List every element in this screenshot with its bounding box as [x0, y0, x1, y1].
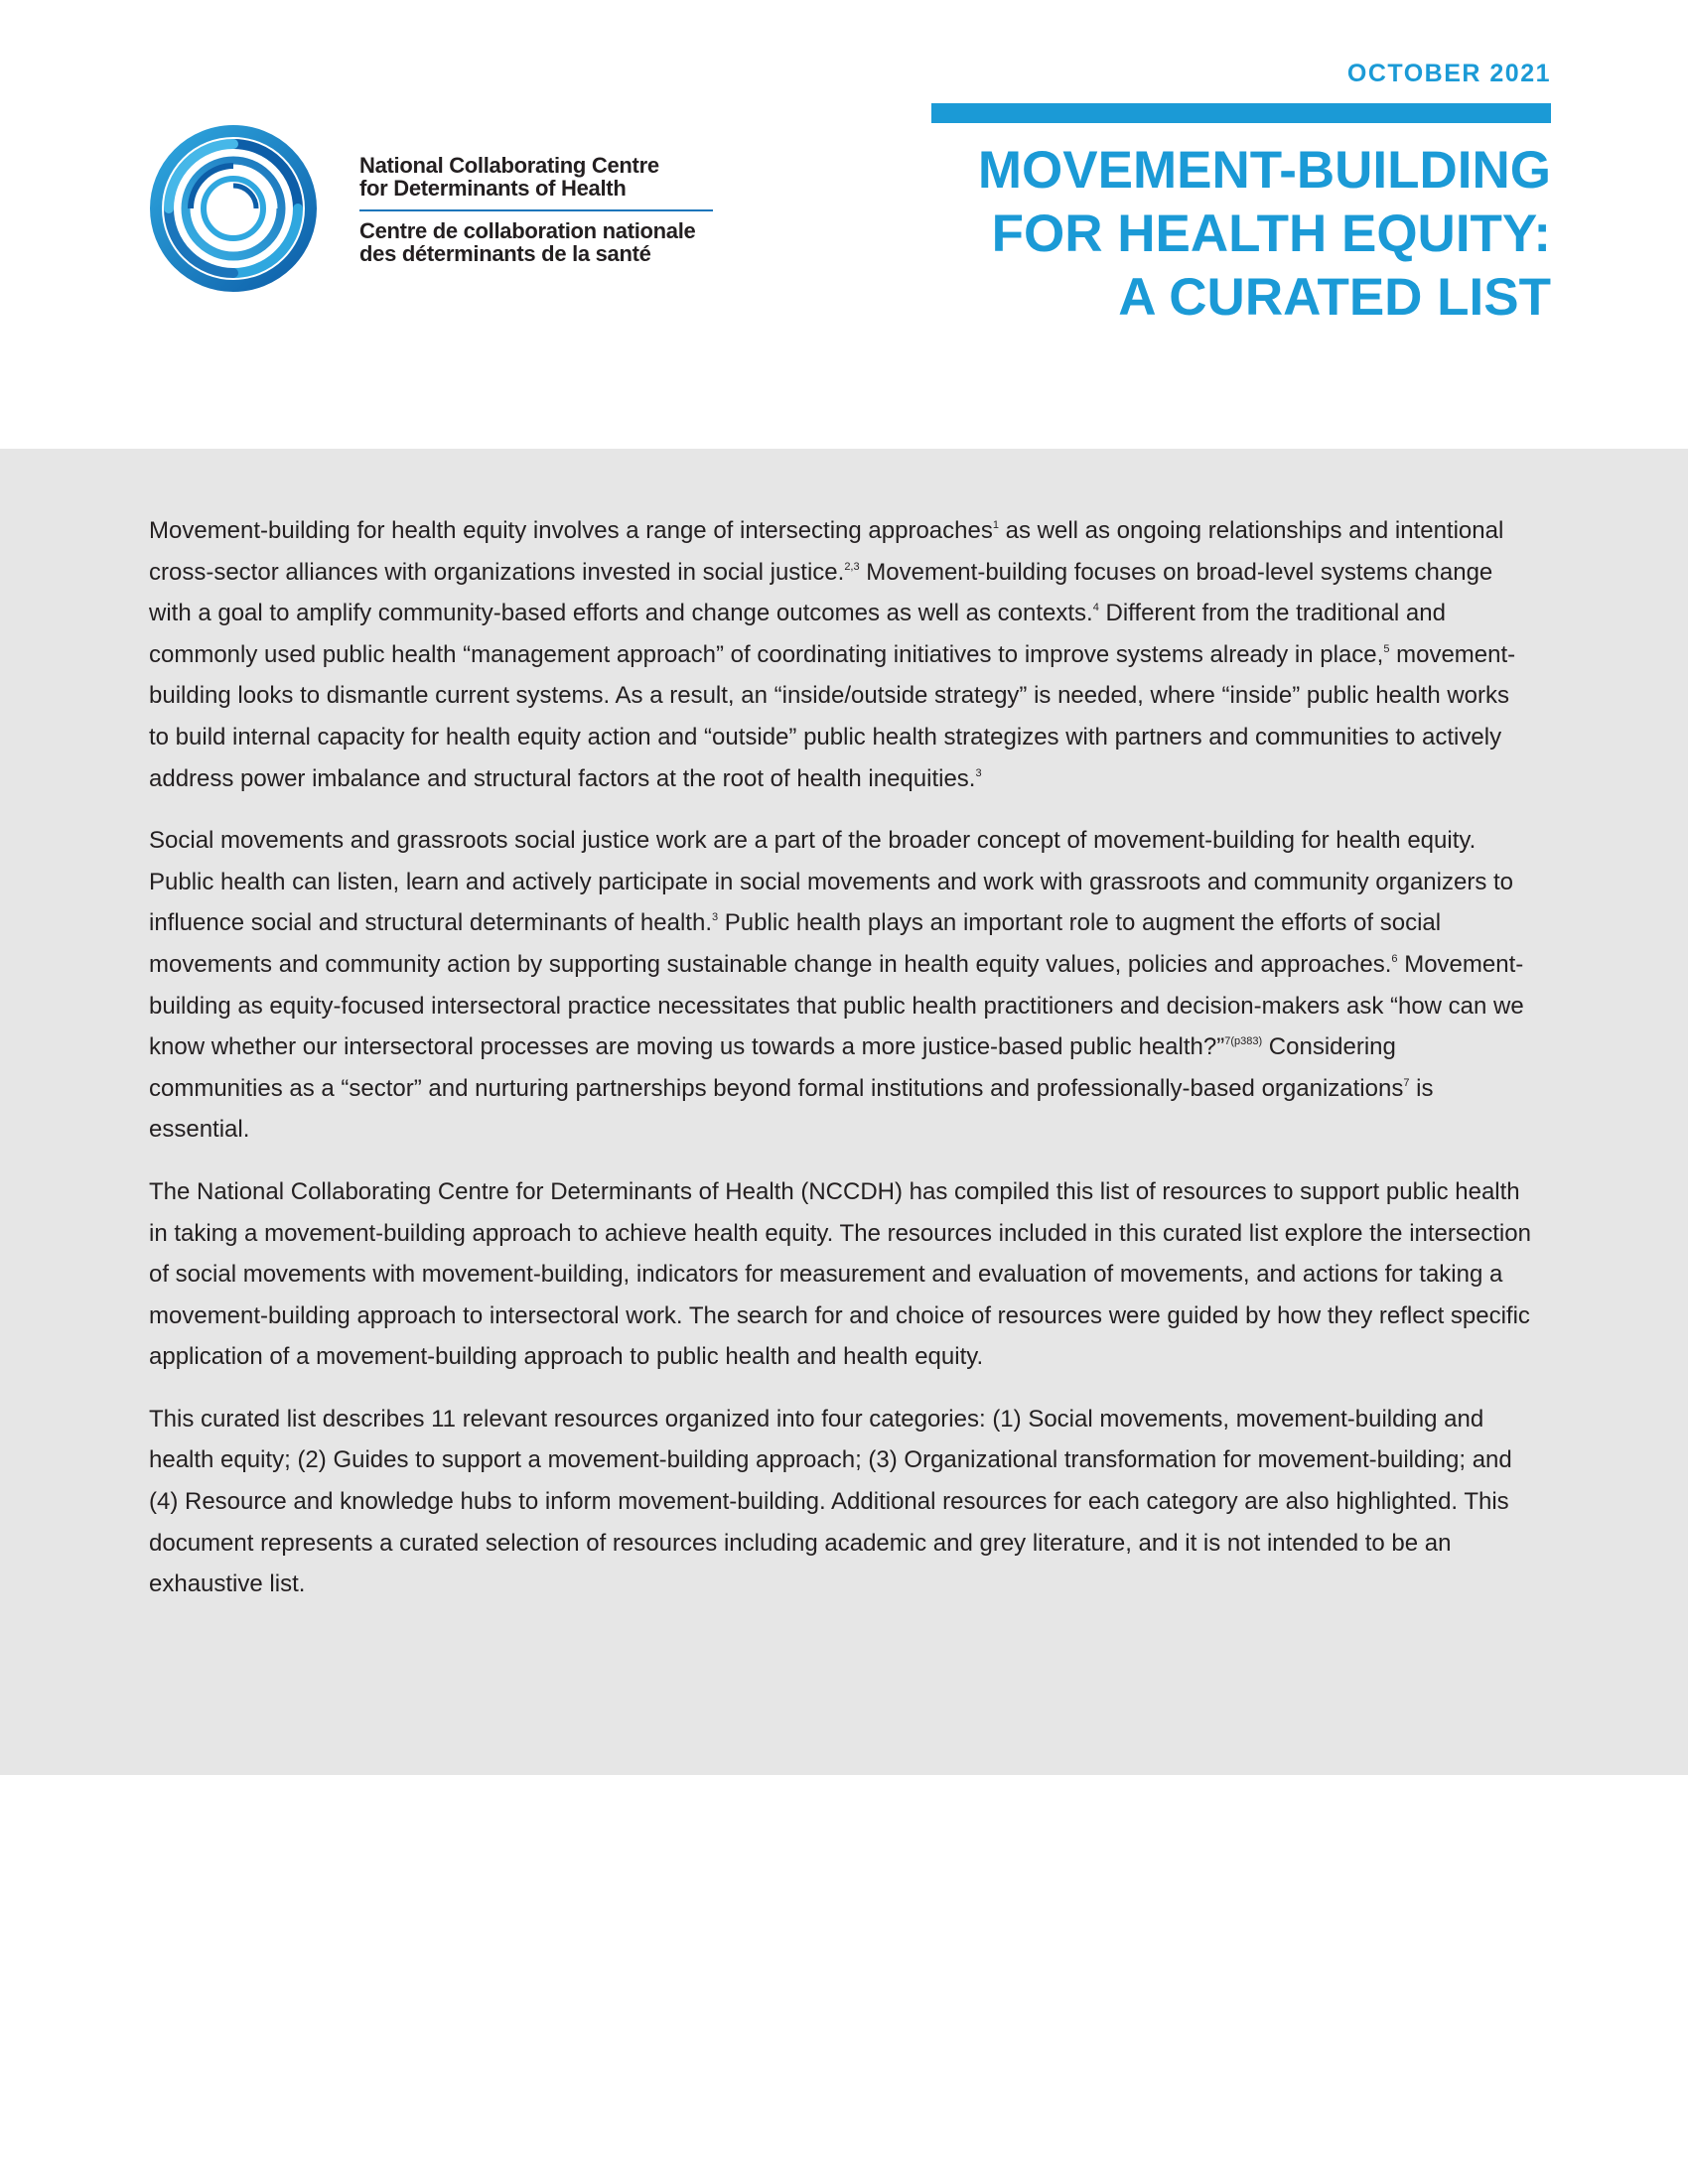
citation-superscript: 2,3 [844, 560, 860, 573]
paragraph-text: Different from the traditional and commonly used public health “management approach” of coordinating initiatives to improve systems already in place, [149, 600, 1446, 668]
intro-paragraph [149, 510, 1534, 799]
org-name-french-line: Centre de collaboration nationale [359, 218, 696, 243]
paragraph-text: Movement-building for health equity involves a range of intersecting approaches [149, 517, 993, 544]
swirl-circle-logo-icon [149, 124, 318, 293]
paragraph-text: Movement-building focuses on broad-level systems change with a goal to amplify community-based efforts and change outcomes as well as contexts. [149, 558, 1493, 627]
paragraph-text: is essential. [149, 1074, 1434, 1144]
paragraph-text: as well as ongoing relationships and intentional cross-sector alliances with organizations invested in social justice. [149, 517, 1504, 586]
paragraph-text: Movement-building as equity-focused intersectoral practice necessitates that public health practitioners and decision-makers ask “how can we know whether our intersectoral processes are moving us towards a more justice-based public health?” [149, 950, 1524, 1061]
org-name-english-line: for Determinants of Health [359, 176, 627, 201]
paragraph-text: Public health plays an important role to augment the efforts of social movements and community action by supporting sustainable change in health equity values, policies and approaches. [149, 909, 1442, 978]
intro-panel [0, 449, 1688, 1775]
paragraph-text: The National Collaborating Centre for Determinants of Health (NCCDH) has compiled this list of resources to support public health in taking a movement-building approach to achieve health equity. The resources included in this curated list explore the intersection of social movements with movement-building, indicators for measurement and evaluation of movements, and actions for taking a movement-building approach to intersectoral work. The search for and choice of resources were guided by how they reflect specific application of a movement-building approach to public health and health equity. [149, 1177, 1531, 1371]
paragraph-text: Social movements and grassroots social justice work are a part of the broader concept of movement-building for health equity. Public health can listen, learn and actively participate in social movements and work with grassroots and community organizers to influence social and structural determinants of health. [149, 827, 1513, 937]
title-accent-bar [931, 103, 1551, 123]
document-title [915, 139, 1551, 330]
org-name-french [359, 219, 757, 265]
citation-superscript: 5 [1383, 642, 1390, 655]
publication-date: OCTOBER 2021 [1346, 60, 1551, 87]
document-title-line: MOVEMENT-BUILDING [977, 141, 1551, 200]
citation-superscript: 3 [975, 766, 982, 779]
citation-superscript: 4 [1092, 602, 1099, 614]
document-title-line: FOR HEALTH EQUITY: [991, 205, 1551, 263]
org-name-english [359, 154, 757, 200]
paragraph-text: movement-building looks to dismantle current systems. As a result, an “inside/outside strategy” is needed, where “inside” public health works to build internal capacity for health equity action and “outside” public health strategizes with partners and communities to actively address power imbalance and structural factors at the root of health inequities. [149, 640, 1516, 792]
intro-paragraph [149, 1399, 1534, 1605]
paragraph-text: Considering communities as a “sector” and nurturing partnerships beyond formal institutions and professionally-based organizations [149, 1033, 1404, 1102]
nccdh-logo [149, 124, 715, 293]
citation-superscript: 3 [712, 911, 719, 924]
citation-superscript: 7 [1403, 1076, 1410, 1089]
intro-paragraph [149, 820, 1534, 1151]
document-title-line: A CURATED LIST [1118, 268, 1551, 327]
org-name-divider [359, 209, 713, 211]
org-name-english-line: National Collaborating Centre [359, 153, 659, 178]
citation-superscript: 1 [992, 519, 999, 531]
intro-paragraph [149, 1171, 1534, 1378]
citation-superscript: 7(p383) [1224, 1035, 1263, 1048]
org-name-french-line: des déterminants de la santé [359, 241, 651, 266]
paragraph-text: This curated list describes 11 relevant resources organized into four categories: (1) Social movements, movement-building and health equity; (2) Guides to support a movement-building approach; (3) Organizational transformation for movement-building; and (4) Resource and knowledge hubs to inform movement-building. Additional resources for each category are also highlighted. This document represents a curated selection of resources including academic and grey literature, and it is not intended to be an exhaustive list. [149, 1405, 1512, 1598]
intro-text [149, 510, 1534, 1626]
citation-superscript: 6 [1391, 952, 1398, 965]
